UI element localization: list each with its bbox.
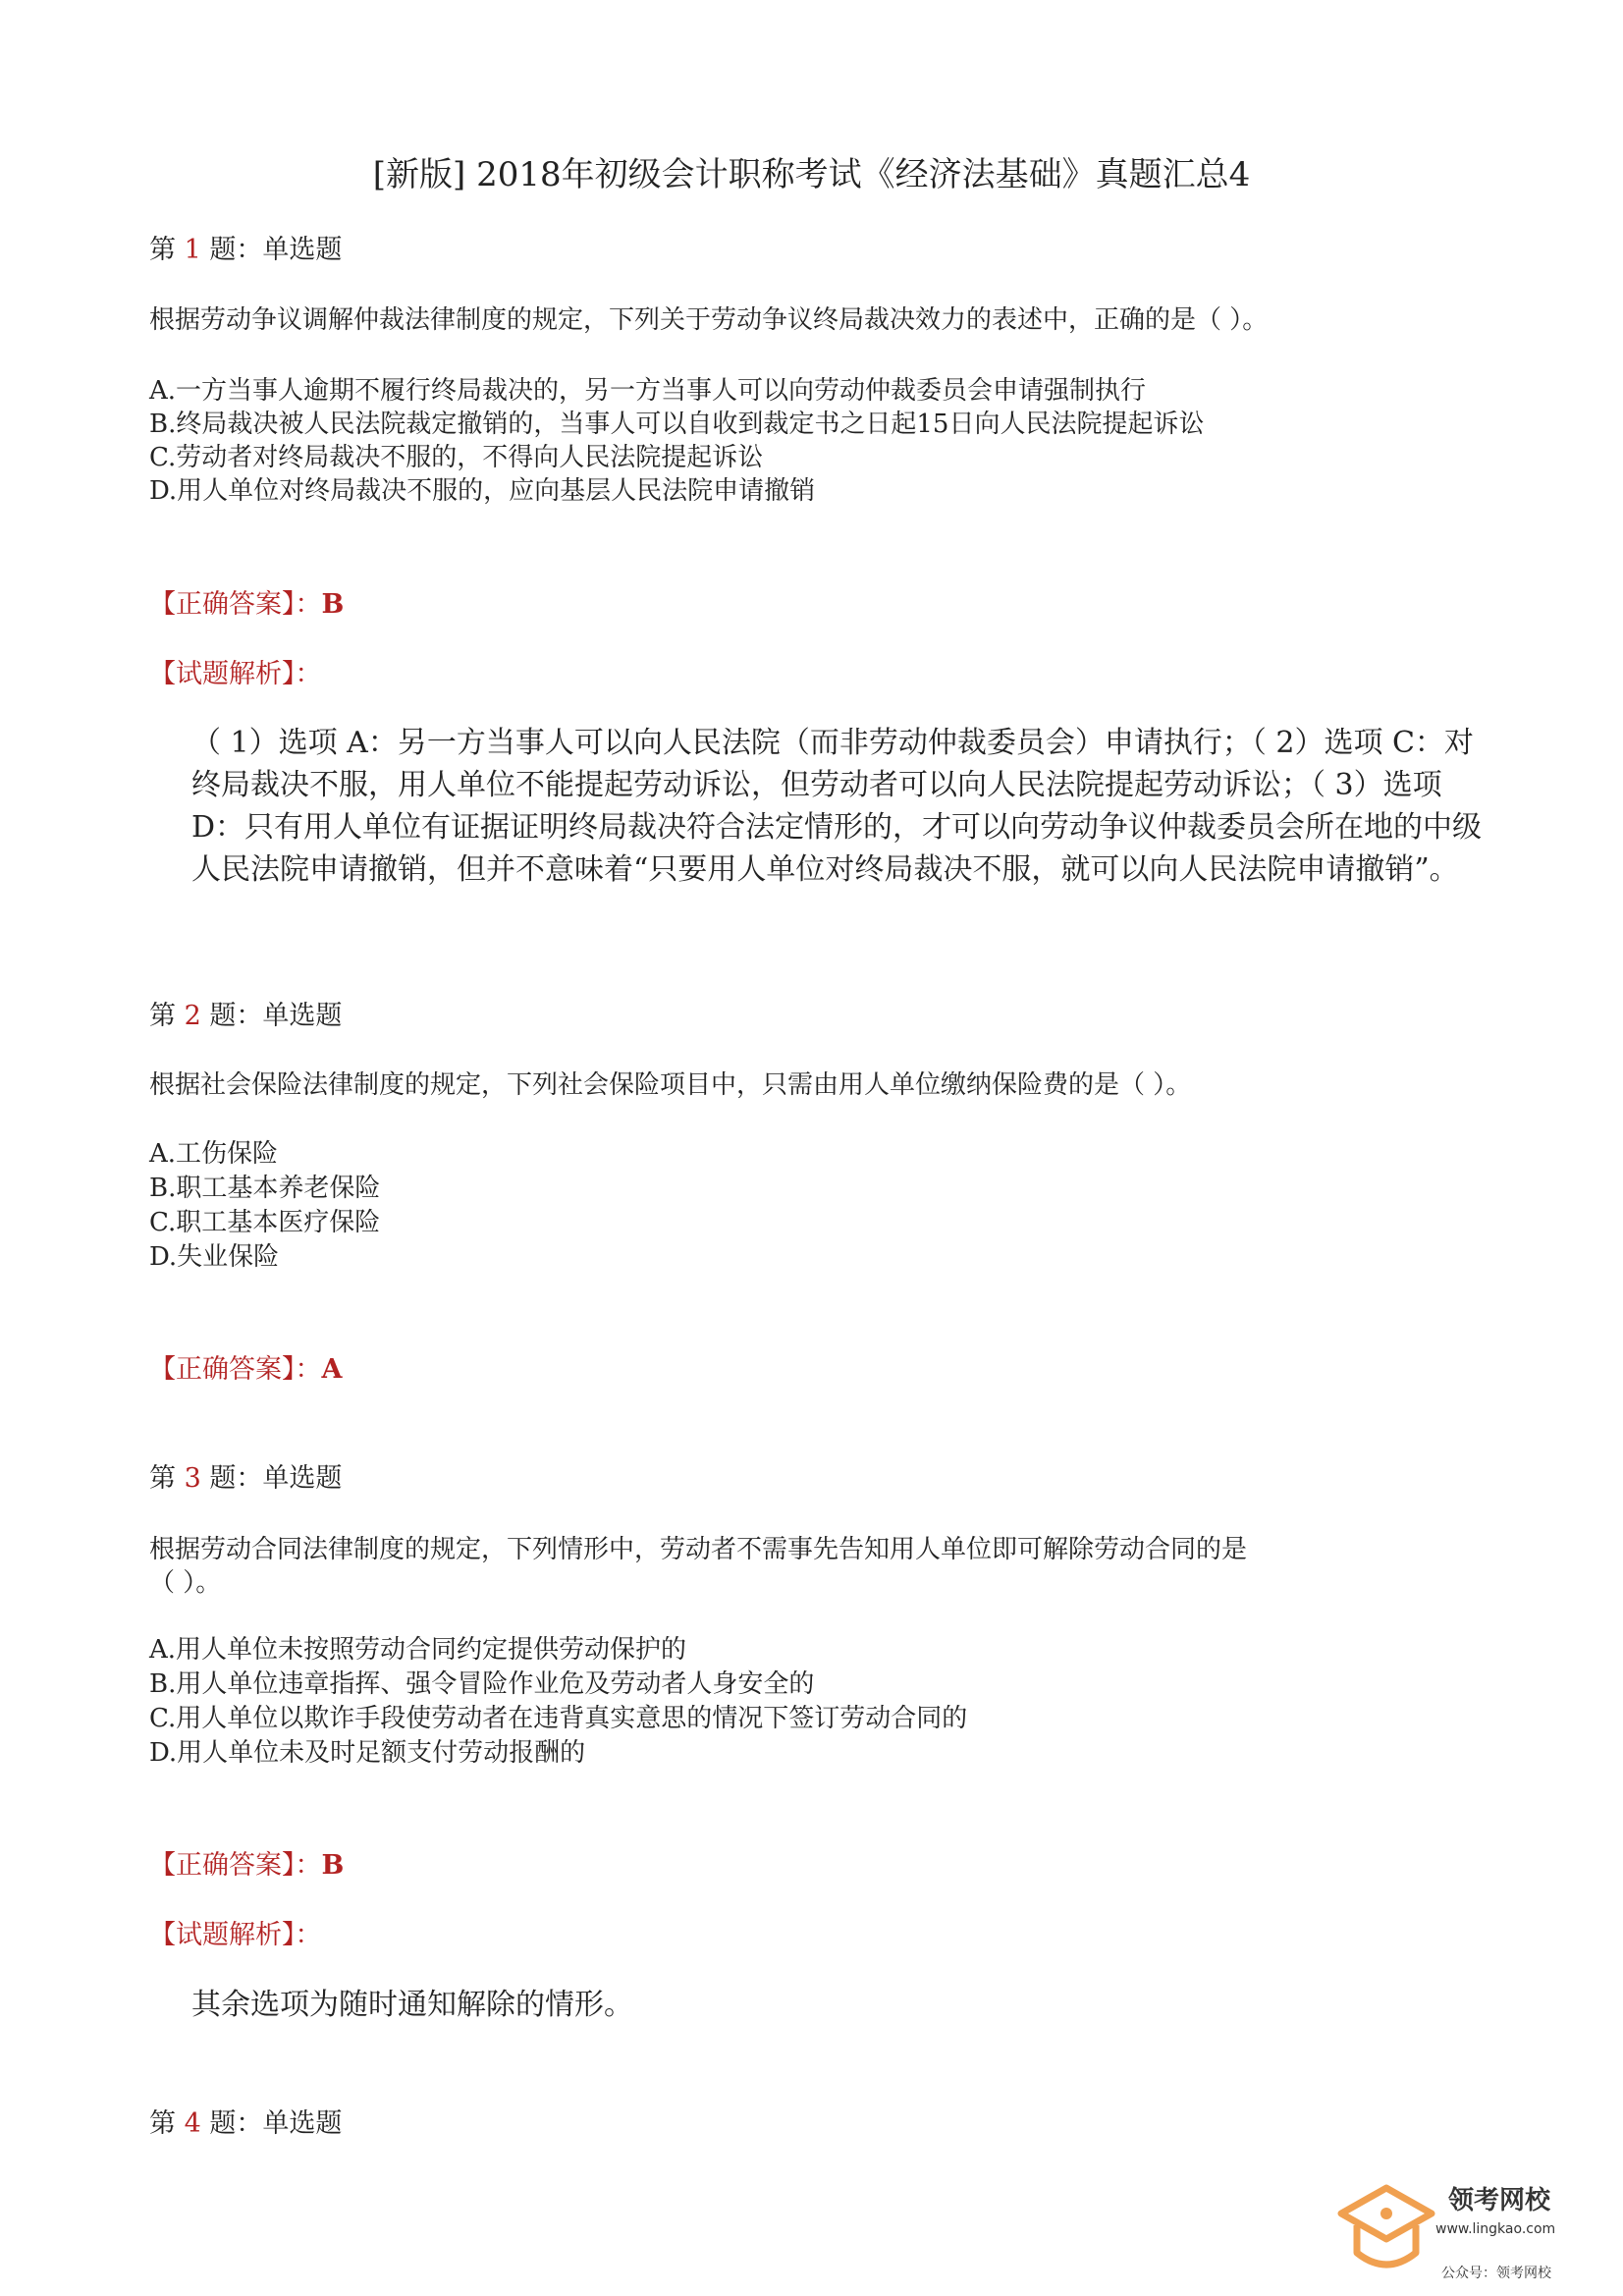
- lingkao-logo: [1325, 2180, 1610, 2288]
- question-3-option-a: A.用人单位未按照劳动合同约定提供劳动保护的: [149, 1635, 687, 1665]
- question-type: 题：单选题: [209, 2108, 343, 2139]
- logo-name: 领考网校: [1448, 2186, 1551, 2215]
- question-type: 题：单选题: [209, 1463, 343, 1494]
- answer-label: 【正确答案】：: [149, 1354, 322, 1385]
- question-type: 题：单选题: [209, 1001, 343, 1031]
- answer-value: A: [321, 1354, 343, 1385]
- question-3-stem-line1: 根据劳动合同法律制度的规定，下列情形中，劳动者不需事先告知用人单位即可解除劳动合同的是: [149, 1535, 1248, 1564]
- question-3-analysis: 其余选项为随时通知解除的情形。: [191, 1988, 633, 2022]
- logo-wechat: 公众号：领考网校: [1441, 2266, 1551, 2281]
- question-type: 题：单选题: [209, 235, 343, 265]
- question-3-analysis-label: 【试题解析】：: [149, 1920, 322, 1950]
- question-1-option-c: C.劳动者对终局裁决不服的，不得向人民法院提起诉讼: [149, 443, 764, 472]
- question-1-analysis: （ 1）选项 A：另一方当事人可以向人民法院（而非劳动仲裁委员会）申请执行；（ 2）选项 C：对终局裁决不服，用人单位不能提起劳动诉讼，但劳动者可以向人民法院提起劳动诉讼；（ 3）选项 D：只有用人单位有证据证明终局裁决符合法定情形的，才可以向劳动争议仲裁委员会所在地的中级人民法院申请撤销，但并不意味着“只要用人单位对终局裁决不服，就可以向人民法院申请撤销”。: [191, 726, 1483, 887]
- question-2-header: [149, 994, 342, 1032]
- question-3-option-d: D.用人单位未及时足额支付劳动报酬的: [149, 1738, 586, 1768]
- question-number: 1: [184, 235, 201, 265]
- question-1-analysis-label: 【试题解析】：: [149, 659, 322, 689]
- question-3-answer: [149, 1843, 344, 1882]
- question-prefix: 第: [149, 1463, 176, 1494]
- question-number: 4: [184, 2108, 201, 2139]
- question-prefix: 第: [149, 2108, 176, 2139]
- question-number: 3: [184, 1463, 201, 1494]
- question-2-answer: [149, 1347, 342, 1386]
- graduation-cap-icon: [1335, 2180, 1438, 2283]
- question-1-option-d: D.用人单位对终局裁决不服的，应向基层人民法院申请撤销: [149, 476, 816, 506]
- question-4-header: [149, 2102, 342, 2140]
- question-1-option-b: B.终局裁决被人民法院裁定撤销的，当事人可以自收到裁定书之日起15日向人民法院提起诉讼: [149, 410, 1205, 439]
- question-2-option-c: C.职工基本医疗保险: [149, 1208, 381, 1237]
- question-prefix: 第: [149, 1001, 176, 1031]
- question-1-option-a: A.一方当事人逾期不履行终局裁决的，另一方当事人可以向劳动仲裁委员会申请强制执行: [149, 376, 1147, 406]
- question-3-option-c: C.用人单位以欺诈手段使劳动者在违背真实意思的情况下签订劳动合同的: [149, 1704, 968, 1733]
- answer-label: 【正确答案】：: [149, 1850, 322, 1881]
- question-2-option-d: D.失业保险: [149, 1242, 280, 1272]
- question-3-stem-line2: （ ）。: [149, 1568, 222, 1598]
- question-3-header: [149, 1456, 342, 1495]
- question-2-option-b: B.职工基本养老保险: [149, 1174, 381, 1203]
- question-2-stem: 根据社会保险法律制度的规定，下列社会保险项目中，只需由用人单位缴纳保险费的是（ ）。: [149, 1070, 1192, 1100]
- logo-url: www.lingkao.com: [1435, 2221, 1556, 2237]
- answer-label: 【正确答案】：: [149, 589, 322, 620]
- question-1-answer: [149, 582, 344, 621]
- answer-value: B: [321, 1850, 345, 1881]
- question-1-stem: 根据劳动争议调解仲裁法律制度的规定，下列关于劳动争议终局裁决效力的表述中，正确的是（ ）。: [149, 305, 1269, 335]
- question-prefix: 第: [149, 235, 176, 265]
- question-1-header: [149, 228, 342, 266]
- page-title: [新版] 2018年初级会计职称考试《经济法基础》真题汇总4: [372, 155, 1251, 194]
- question-2-option-a: A.工伤保险: [149, 1139, 279, 1169]
- question-number: 2: [184, 1001, 201, 1031]
- question-3-option-b: B.用人单位违章指挥、强令冒险作业危及劳动者人身安全的: [149, 1669, 815, 1699]
- answer-value: B: [321, 589, 345, 620]
